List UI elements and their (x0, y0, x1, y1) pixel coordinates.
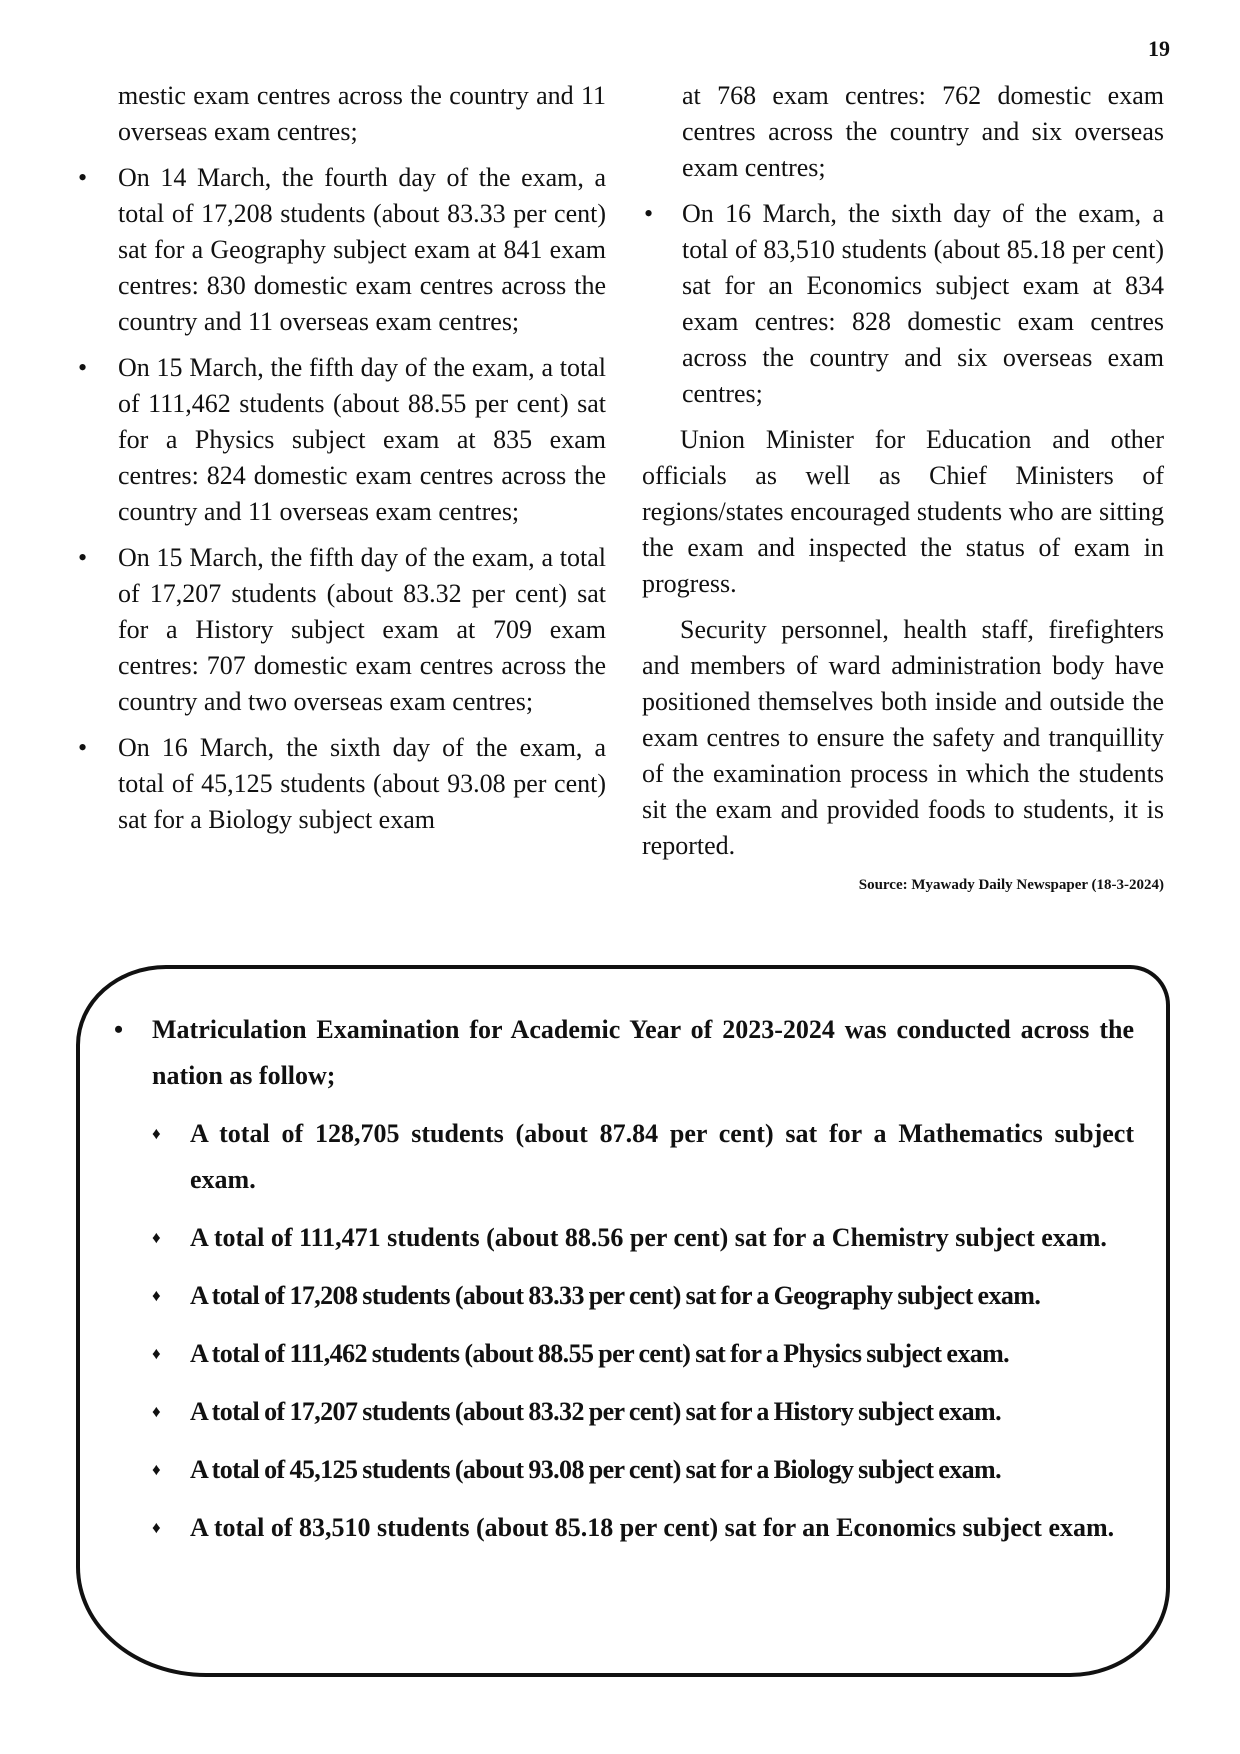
diamond-bullet-icon: ♦ (152, 1228, 161, 1247)
source-citation: Source: Myawady Daily Newspaper (18-3-2024) (858, 877, 1164, 893)
diamond-bullet-icon: ♦ (152, 1344, 161, 1363)
bullet-dot-icon: • (644, 199, 654, 228)
summary-lead-text: Matriculation Examination for Academic Year of 2023-2024 was conducted across the nation as follow; (152, 1015, 1134, 1090)
bullet-dot-icon: • (78, 163, 88, 192)
right-column (642, 78, 1164, 896)
summary-box-content (112, 1007, 1134, 1563)
right-continuation-text: at 768 exam centres: 762 domestic exam centres across the country and six overseas exam centres; (682, 81, 1164, 182)
summary-item-text: A total of 111,462 students (about 88.55 per cent) sat for a Physics subject exam. (190, 1339, 1010, 1368)
list-item-text: On 16 March, the sixth day of the exam, a total of 83,510 students (about 85.18 per cent) sat for an Economics subject exam at 834 exam centres: 828 domestic exam centres across the country and six overseas exam centres; (682, 199, 1164, 408)
summary-item (152, 1215, 1134, 1261)
diamond-bullet-icon: ♦ (152, 1460, 161, 1479)
summary-item (152, 1111, 1134, 1203)
list-item (76, 350, 606, 530)
summary-item-text: A total of 111,471 students (about 88.56 per cent) sat for a Chemistry subject exam. (190, 1223, 1107, 1252)
right-bullet-list (642, 196, 1164, 412)
page-number: 19 (1148, 36, 1170, 61)
summary-lead (112, 1007, 1134, 1099)
diamond-bullet-icon: ♦ (152, 1286, 161, 1305)
summary-item-text: A total of 128,705 students (about 87.84 per cent) sat for a Mathematics subject exam. (190, 1119, 1134, 1194)
summary-box (76, 965, 1170, 1677)
list-item-text: On 15 March, the fifth day of the exam, a total of 111,462 students (about 88.55 per cent) sat for a Physics subject exam at 835 exam centres: 824 domestic exam centres across the country and 11 overseas exam centres; (118, 353, 606, 526)
left-bullet-list (76, 160, 606, 838)
summary-item-text: A total of 17,207 students (about 83.32 per cent) sat for a History subject exam. (190, 1397, 1001, 1426)
paragraph: Union Minister for Education and other officials as well as Chief Ministers of regions/states encouraged students who are sitting the exam and inspected the status of exam in progress. (642, 425, 1164, 598)
summary-item-text: A total of 83,510 students (about 85.18 per cent) sat for an Economics subject exam. (190, 1513, 1115, 1542)
bullet-dot-icon: • (78, 353, 88, 382)
summary-item-text: A total of 17,208 students (about 83.33 per cent) sat for a Geography subject exam. (190, 1281, 1041, 1310)
list-item-text: On 15 March, the fifth day of the exam, a total of 17,207 students (about 83.32 per cent) sat for a History subject exam at 709 exam centres: 707 domestic exam centres across the country and two overseas exam centres; (118, 543, 606, 716)
summary-item (152, 1447, 1134, 1493)
list-item-text: On 14 March, the fourth day of the exam, a total of 17,208 students (about 83.33 per cent) sat for a Geography subject exam at 841 exam centres: 830 domestic exam centres across the country and 11 overseas exam centres; (118, 163, 606, 336)
list-item (76, 540, 606, 720)
summary-item (152, 1331, 1134, 1377)
list-item-text: On 16 March, the sixth day of the exam, a total of 45,125 students (about 93.08 per cent) sat for a Biology subject exam (118, 733, 606, 834)
summary-list (112, 1111, 1134, 1551)
summary-item-text: A total of 45,125 students (about 93.08 per cent) sat for a Biology subject exam. (190, 1455, 1002, 1484)
left-continuation-text: mestic exam centres across the country and 11 overseas exam centres; (118, 81, 606, 146)
left-column (76, 78, 606, 848)
summary-item (152, 1505, 1134, 1551)
list-item (76, 160, 606, 340)
list-item (76, 730, 606, 838)
diamond-bullet-icon: ♦ (152, 1518, 161, 1537)
summary-item (152, 1389, 1134, 1435)
bullet-dot-icon: • (78, 733, 88, 762)
list-item (642, 196, 1164, 412)
diamond-bullet-icon: ♦ (152, 1124, 161, 1143)
paragraph: Security personnel, health staff, firefighters and members of ward administration body have positioned themselves both inside and outside the exam centres to ensure the safety and tranquillity of the examination process in which the students sit the exam and provided foods to students, it is reported. (642, 615, 1164, 860)
bullet-dot-icon: • (78, 543, 88, 572)
diamond-bullet-icon: ♦ (152, 1402, 161, 1421)
summary-item (152, 1273, 1134, 1319)
bullet-dot-icon: • (114, 1015, 124, 1044)
